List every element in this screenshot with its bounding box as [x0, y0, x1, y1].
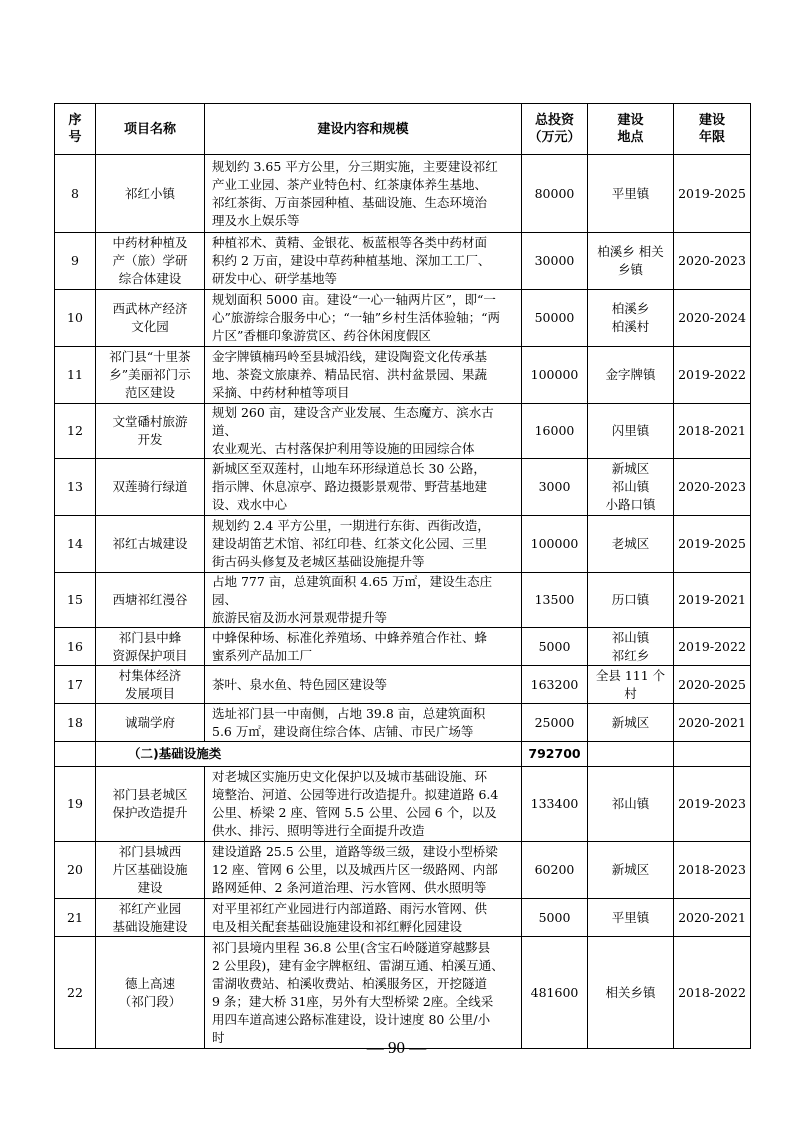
- row-name-text: 祁红小镇: [124, 185, 175, 201]
- row-num-text: 12: [67, 423, 83, 438]
- header-content: 建设内容和规模: [205, 104, 522, 155]
- row-num: [55, 233, 96, 290]
- row-period-text: 2020-2023: [678, 253, 746, 268]
- row-name-text: 双莲骑行绿道: [112, 479, 188, 494]
- row-period-text: 2018-2021: [678, 423, 746, 438]
- row-num: [55, 573, 96, 628]
- section-period: [674, 742, 751, 767]
- header-period: 建设 年限: [674, 104, 751, 155]
- row-investment: [522, 704, 588, 742]
- row-name: [96, 459, 205, 516]
- section-label: （二)基础设施类: [96, 742, 522, 767]
- row-location: [588, 516, 674, 573]
- row-num: [55, 937, 96, 1049]
- row-name: [96, 628, 205, 666]
- row-content: [205, 899, 522, 937]
- row-location: [588, 347, 674, 404]
- row-num-text: 16: [67, 638, 83, 654]
- row-period-text: 2020-2021: [678, 909, 746, 925]
- row-num: [55, 290, 96, 347]
- row-name: [96, 704, 205, 742]
- table-row: [55, 404, 751, 459]
- row-content-text: 金字牌镇楠玛岭至县城沿线，建设陶瓷文化传承基 地、茶瓷文旅康养、精品民宿、洪村盆景园、果蔬 采摘、中药材种植等项目: [212, 349, 488, 400]
- row-name: [96, 573, 205, 628]
- section-investment: 792700: [522, 742, 588, 767]
- row-investment: [522, 347, 588, 404]
- page-number: — 90 —: [366, 1038, 427, 1057]
- row-period-text: 2020-2023: [678, 479, 746, 494]
- row-content-text: 选址祁门县一中南侧，占地 39.8 亩，总建筑面积 5.6 万㎡，建设商住综合体、店铺、市民广场等: [212, 705, 486, 739]
- row-num-text: 17: [67, 676, 83, 692]
- row-location-text: 柏溪乡 相关乡镇: [597, 244, 664, 277]
- row-location: [588, 666, 674, 704]
- row-location: [588, 573, 674, 628]
- row-num-text: 10: [67, 310, 83, 325]
- row-location: [588, 233, 674, 290]
- row-period: [674, 899, 751, 937]
- row-investment-text: 163200: [530, 676, 579, 692]
- table-row: [55, 666, 751, 704]
- row-location: [588, 155, 674, 233]
- row-name-text: 德上高速 （祁门段）: [118, 975, 182, 1009]
- row-period: [674, 516, 751, 573]
- row-investment: [522, 516, 588, 573]
- row-name-text: 祁门县城西 片区基础设施 建设: [112, 844, 188, 895]
- row-num-text: 20: [67, 862, 83, 877]
- row-investment-text: 13500: [534, 592, 575, 607]
- row-num: [55, 704, 96, 742]
- row-name-text: 诚瑞学府: [124, 714, 175, 730]
- row-name-text: 祁门县“十里茶 乡”美丽祁门示 范区建设: [109, 349, 191, 400]
- table-row: [55, 459, 751, 516]
- row-investment-text: 60200: [534, 862, 575, 877]
- row-name: [96, 842, 205, 899]
- row-period: [674, 666, 751, 704]
- table-row: [55, 704, 751, 742]
- row-content: [205, 704, 522, 742]
- row-period-text: 2018-2023: [678, 862, 746, 877]
- row-period: [674, 155, 751, 233]
- row-content: [205, 516, 522, 573]
- row-content-text: 茶叶、泉水鱼、特色园区建设等: [212, 676, 388, 692]
- row-num-text: 19: [67, 796, 83, 811]
- row-location-text: 新城区: [611, 714, 650, 730]
- row-location: [588, 459, 674, 516]
- row-period: [674, 937, 751, 1049]
- row-period: [674, 233, 751, 290]
- row-name: [96, 233, 205, 290]
- row-name: [96, 937, 205, 1049]
- row-content-text: 规划约 2.4 平方公里，一期进行东街、西街改造， 建设胡笛艺术馆、祁红印巷、红茶文化公园、三里 街古码头修复及老城区基础设施提升等: [212, 518, 490, 569]
- row-location: [588, 628, 674, 666]
- row-num: [55, 347, 96, 404]
- row-content: [205, 628, 522, 666]
- table-row: [55, 937, 751, 1049]
- row-investment-text: 80000: [534, 185, 575, 201]
- row-location: [588, 899, 674, 937]
- row-num: [55, 155, 96, 233]
- row-investment: [522, 937, 588, 1049]
- row-location: [588, 704, 674, 742]
- row-num: [55, 404, 96, 459]
- row-period-text: 2020-2024: [678, 310, 746, 325]
- row-investment-text: 16000: [534, 423, 575, 438]
- header-investment: 总投资 （万元）: [522, 104, 588, 155]
- row-investment-text: 100000: [530, 367, 579, 382]
- row-period-text: 2020-2025: [678, 676, 746, 692]
- row-investment: [522, 899, 588, 937]
- row-content: [205, 937, 522, 1049]
- row-investment-text: 100000: [530, 536, 579, 551]
- row-content-text: 中蜂保种场、标准化养殖场、中蜂养殖合作社、蜂 蜜系列产品加工厂: [212, 629, 488, 663]
- table-row: [55, 347, 751, 404]
- row-investment: [522, 290, 588, 347]
- row-name: [96, 767, 205, 842]
- row-location-text: 老城区: [611, 536, 650, 551]
- row-content: [205, 573, 522, 628]
- table-row: [55, 516, 751, 573]
- row-location-text: 新城区: [611, 862, 650, 877]
- row-content-text: 对老城区实施历史文化保护以及城市基础设施、环 境整治、河道、公园等进行改造提升。拟建道路 6.4 公里、桥梁 2 座、管网 5.5 公里、公园 6 个，以及 供水、排污、照明等进行全面提升改造: [212, 769, 499, 838]
- row-location-text: 新城区 祁山镇 小路口镇: [605, 461, 656, 512]
- row-content: [205, 155, 522, 233]
- row-content-text: 对平里祁红产业园进行内部道路、雨污水管网、供 电及相关配套基础设施建设和祁红孵化园建设: [212, 900, 488, 934]
- row-name: [96, 516, 205, 573]
- row-name: [96, 404, 205, 459]
- row-content: [205, 767, 522, 842]
- row-name-text: 西武林产经济 文化园: [112, 301, 188, 334]
- row-num-text: 9: [71, 253, 79, 268]
- row-period-text: 2019-2022: [678, 367, 746, 382]
- row-investment-text: 3000: [538, 479, 571, 494]
- section-location: [588, 742, 674, 767]
- table-row: [55, 573, 751, 628]
- row-location-text: 平里镇: [611, 185, 650, 201]
- row-location-text: 闪里镇: [611, 423, 650, 438]
- row-name: [96, 155, 205, 233]
- row-content: [205, 290, 522, 347]
- row-location-text: 平里镇: [611, 909, 650, 925]
- row-name: [96, 899, 205, 937]
- table-row: [55, 155, 751, 233]
- row-period: [674, 404, 751, 459]
- row-investment-text: 5000: [538, 909, 571, 925]
- row-location-text: 全县 111 个 村: [595, 667, 666, 701]
- row-location: [588, 767, 674, 842]
- row-period: [674, 842, 751, 899]
- row-num: [55, 628, 96, 666]
- row-period: [674, 628, 751, 666]
- row-num: [55, 899, 96, 937]
- row-location-text: 柏溪乡 柏溪村: [611, 301, 650, 334]
- row-location-text: 历口镇: [611, 592, 650, 607]
- row-content-text: 祁门县境内里程 36.8 公里(含宝石岭隧道穿越黟县 2 公里段)，建有金字牌枢纽、雷湖互通、柏溪互通、 雷湖收费站、柏溪收费站、柏溪服务区，开挖隧道 9 条；建大桥 31座，另外有大型桥梁 2座。全线采 用四车道高速公路标准建设，设计速度 80 公里/小 时: [212, 939, 504, 1045]
- row-content-text: 建设道路 25.5 公里，道路等级三级，建设小型桥梁 12 座、管网 6 公里，以及城西片区一级路网、内部 路网延伸、2 条河道治理、污水管网、供水照明等: [212, 844, 498, 895]
- table-row: [55, 628, 751, 666]
- row-investment: [522, 404, 588, 459]
- row-name: [96, 666, 205, 704]
- row-investment: [522, 767, 588, 842]
- row-location-text: 相关乡镇: [605, 984, 656, 1000]
- row-content: [205, 459, 522, 516]
- row-period-text: 2020-2021: [678, 714, 746, 730]
- header-location: 建设 地点: [588, 104, 674, 155]
- row-period: [674, 573, 751, 628]
- row-investment: [522, 233, 588, 290]
- row-content: [205, 842, 522, 899]
- row-content: [205, 233, 522, 290]
- header-num: 序 号: [55, 104, 96, 155]
- row-location: [588, 290, 674, 347]
- section-row: [55, 742, 751, 767]
- row-period-text: 2018-2022: [678, 984, 746, 1000]
- row-num: [55, 459, 96, 516]
- table-row: [55, 842, 751, 899]
- row-content-text: 规划面积 5000 亩。建设“一心一轴两片区”，即“一 心”旅游综合服务中心；“一轴”乡村生活体验轴；“两 片区”香榧印象游赏区、药谷休闲度假区: [212, 292, 501, 343]
- row-investment-text: 481600: [530, 984, 579, 1000]
- header-name: 项目名称: [96, 104, 205, 155]
- row-content-text: 种植祁术、黄精、金银花、板蓝根等各类中药材面 积约 2 万亩，建设中草药种植基地、深加工工厂、 研发中心、研学基地等: [212, 235, 491, 286]
- row-period: [674, 459, 751, 516]
- row-num-text: 22: [67, 984, 83, 1000]
- row-num: [55, 767, 96, 842]
- row-num-text: 8: [71, 185, 79, 201]
- row-investment-text: 25000: [534, 714, 575, 730]
- row-period: [674, 767, 751, 842]
- row-period-text: 2019-2023: [678, 796, 746, 811]
- row-content-text: 新城区至双莲村，山地车环形绿道总长 30 公路， 指示牌、休息凉亭、路边摄影景观带、野营基地建 设、戏水中心: [212, 461, 488, 512]
- row-content-text: 规划 260 亩，建设含产业发展、生态魔方、滨水古道、 农业观光、古村落保护利用等设施的田园综合体: [212, 405, 494, 456]
- row-location: [588, 937, 674, 1049]
- row-content: [205, 347, 522, 404]
- row-name-text: 祁门县老城区 保护改造提升: [112, 787, 188, 820]
- table-row: [55, 899, 751, 937]
- row-investment-text: 30000: [534, 253, 575, 268]
- row-period: [674, 347, 751, 404]
- table-row: [55, 767, 751, 842]
- row-num-text: 14: [67, 536, 83, 551]
- row-num: [55, 842, 96, 899]
- table-header-row: [55, 104, 751, 155]
- row-num: [55, 516, 96, 573]
- row-location: [588, 842, 674, 899]
- row-investment: [522, 628, 588, 666]
- row-name-text: 中药材种植及 产（旅）学研 综合体建设: [112, 235, 188, 286]
- row-investment-text: 5000: [538, 638, 571, 654]
- row-content: [205, 404, 522, 459]
- table-row: [55, 290, 751, 347]
- row-name-text: 祁门县中蜂 资源保护项目: [112, 629, 188, 663]
- row-num: [55, 666, 96, 704]
- row-investment-text: 50000: [534, 310, 575, 325]
- project-table: [54, 103, 751, 1049]
- row-num-text: 11: [67, 367, 83, 382]
- row-investment: [522, 842, 588, 899]
- row-period-text: 2019-2021: [678, 592, 746, 607]
- row-location-text: 金字牌镇: [605, 367, 656, 382]
- row-name-text: 西塘祁红漫谷: [112, 592, 188, 607]
- row-name-text: 文堂磻村旅游 开发: [112, 414, 188, 447]
- row-period: [674, 290, 751, 347]
- row-period: [674, 704, 751, 742]
- row-period-text: 2019-2025: [678, 536, 746, 551]
- row-content-text: 占地 777 亩，总建筑面积 4.65 万㎡，建设生态庄园、 旅游民宿及沥水河景观带提升等: [212, 574, 493, 625]
- row-period-text: 2019-2022: [678, 638, 746, 654]
- row-name-text: 祁红产业园 基础设施建设: [112, 900, 188, 934]
- row-period-text: 2019-2025: [678, 185, 746, 201]
- row-num-text: 13: [67, 479, 83, 494]
- row-name-text: 祁红古城建设: [112, 536, 188, 551]
- row-name: [96, 290, 205, 347]
- row-name: [96, 347, 205, 404]
- row-investment: [522, 155, 588, 233]
- row-investment-text: 133400: [530, 796, 579, 811]
- row-investment: [522, 666, 588, 704]
- row-num-text: 18: [67, 714, 83, 730]
- row-investment: [522, 459, 588, 516]
- table-row: [55, 233, 751, 290]
- row-investment: [522, 573, 588, 628]
- row-content-text: 规划约 3.65 平方公里，分三期实施，主要建设祁红 产业工业园、茶产业特色村、红茶康体养生基地、 祁红茶街、万亩茶园种植、基础设施、生态环境治 理及水上娱乐等: [212, 158, 498, 228]
- row-location-text: 祁山镇 祁红乡: [611, 629, 650, 663]
- section-num: [55, 742, 96, 767]
- row-name-text: 村集体经济 发展项目: [118, 667, 182, 701]
- row-location: [588, 404, 674, 459]
- row-content: [205, 666, 522, 704]
- row-num-text: 21: [67, 909, 83, 925]
- row-num-text: 15: [67, 592, 83, 607]
- row-location-text: 祁山镇: [611, 796, 650, 811]
